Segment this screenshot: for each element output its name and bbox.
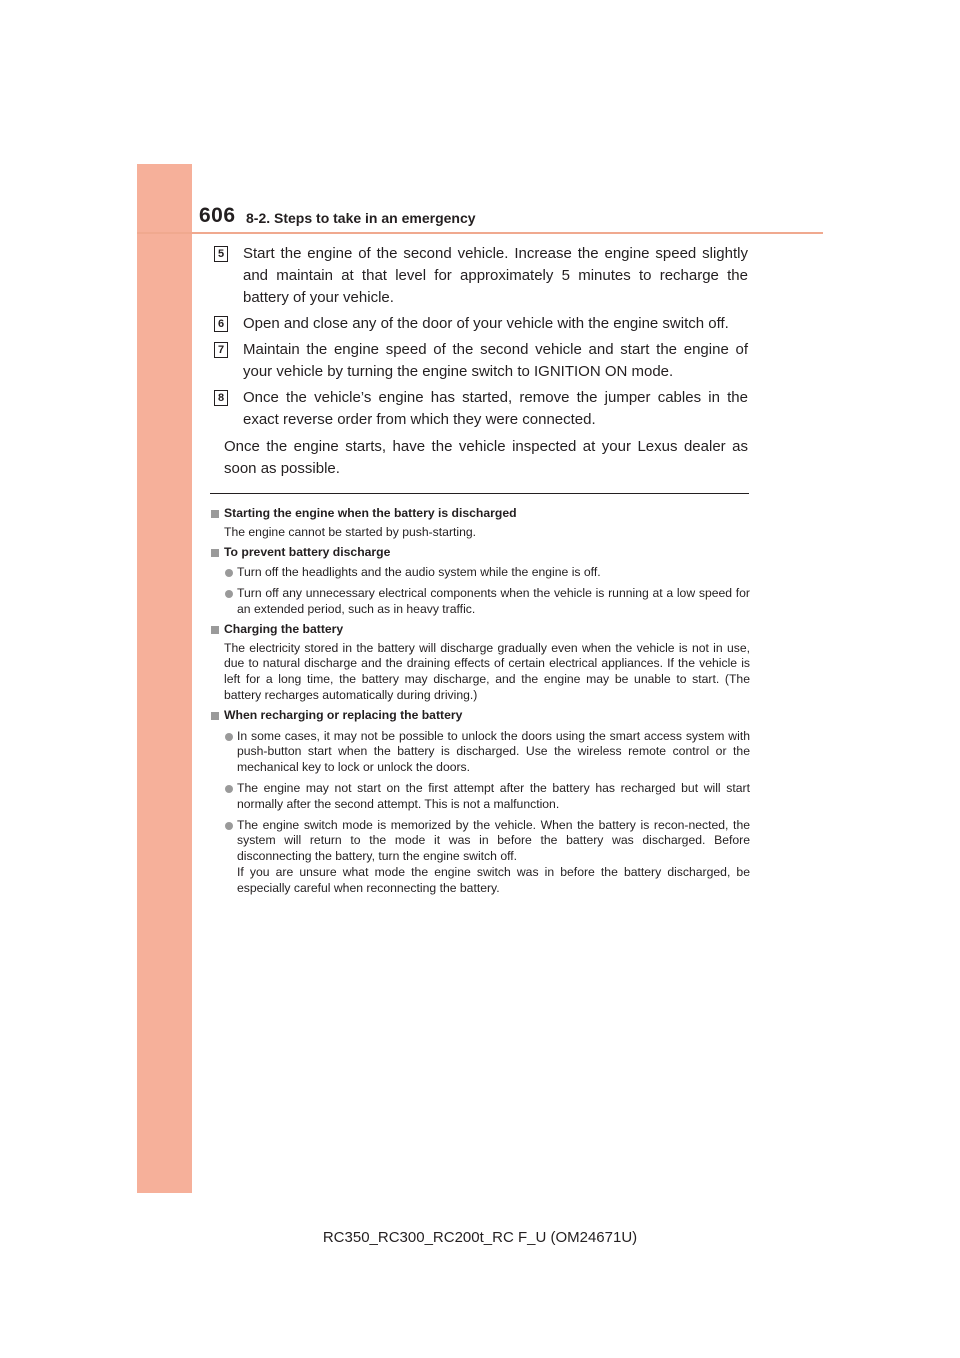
square-bullet-icon bbox=[211, 510, 219, 518]
note-body: The electricity stored in the battery will discharge gradually even when the vehicle is not in use, due to natural discharge and the draining effects of certain electrical appliances. If the vehicle is left for a long time, the battery may discharge, and the engine may be unable to start. (The battery recharges automatically during driving.) bbox=[224, 640, 750, 702]
square-bullet-icon bbox=[211, 626, 219, 634]
header-divider bbox=[137, 232, 823, 234]
circle-bullet-icon bbox=[225, 822, 233, 830]
step-text: Open and close any of the door of your vehicle with the engine switch off. bbox=[243, 315, 729, 332]
step-number: 5 bbox=[214, 246, 228, 262]
square-bullet-icon bbox=[211, 712, 219, 720]
notes-section bbox=[210, 502, 750, 897]
step-text: Maintain the engine speed of the second vehicle and start the engine of your vehicle by turning the engine switch to IGNITION ON mode. bbox=[243, 341, 748, 380]
circle-bullet-icon bbox=[225, 733, 233, 741]
note-bullet: Turn off the headlights and the audio system while the engine is off. bbox=[210, 565, 750, 581]
note-bullet: The engine may not start on the first attempt after the battery has recharged but will start normally after the second attempt. This is not a malfunction. bbox=[210, 781, 750, 813]
note-body: The engine cannot be started by push-starting. bbox=[224, 524, 477, 539]
note-title: To prevent battery discharge bbox=[210, 545, 750, 561]
closing-paragraph: Once the engine starts, have the vehicle inspected at your Lexus dealer as soon as possible. bbox=[224, 438, 748, 477]
circle-bullet-icon bbox=[225, 590, 233, 598]
square-bullet-icon bbox=[211, 549, 219, 557]
note-bullet: Turn off any unnecessary electrical components when the vehicle is running at a low speed for an extended period, such as in heavy traffic. bbox=[210, 586, 750, 618]
note-title: Starting the engine when the battery is discharged bbox=[210, 506, 750, 522]
step-7 bbox=[214, 339, 748, 383]
section-title: 8-2. Steps to take in an emergency bbox=[246, 210, 476, 226]
circle-bullet-icon bbox=[225, 569, 233, 577]
step-text: Once the vehicle’s engine has started, remove the jumper cables in the exact reverse order from which they were connected. bbox=[243, 389, 748, 428]
note-bullet: In some cases, it may not be possible to unlock the doors using the smart access system with push-button start when the battery is discharged. Use the wireless remote control or the mechanical key to lock or unlock the doors. bbox=[210, 729, 750, 776]
step-8 bbox=[214, 387, 748, 431]
footer-model-code: RC350_RC300_RC200t_RC F_U (OM24671U) bbox=[322, 1229, 638, 1246]
circle-bullet-icon bbox=[225, 785, 233, 793]
step-number: 6 bbox=[214, 316, 228, 332]
note-title: Charging the battery bbox=[210, 622, 750, 638]
step-text: Start the engine of the second vehicle. Increase the engine speed slightly and maintain at that level for approximately 5 minutes to recharge the battery of your vehicle. bbox=[243, 245, 748, 306]
notes-divider bbox=[210, 493, 749, 494]
chapter-sidebar-tab bbox=[137, 164, 192, 1193]
page-number: 606 bbox=[199, 204, 236, 227]
step-5 bbox=[214, 243, 748, 309]
step-number: 7 bbox=[214, 342, 228, 358]
note-bullet-continuation: If you are unsure what mode the engine switch was in before the battery discharged, be especially careful when reconnecting the battery. bbox=[237, 864, 750, 895]
step-6 bbox=[214, 313, 748, 335]
step-number: 8 bbox=[214, 390, 228, 406]
note-bullet: The engine switch mode is memorized by the vehicle. When the battery is recon-nected, the system will return to the mode it was in before the battery was discharged. Before disconnecting the battery, turn the engine switch off. If you are unsure what mode the engine switch was in before the battery discharged, be especially careful when reconnecting the battery. bbox=[210, 818, 750, 897]
note-title: When recharging or replacing the battery bbox=[210, 708, 750, 724]
